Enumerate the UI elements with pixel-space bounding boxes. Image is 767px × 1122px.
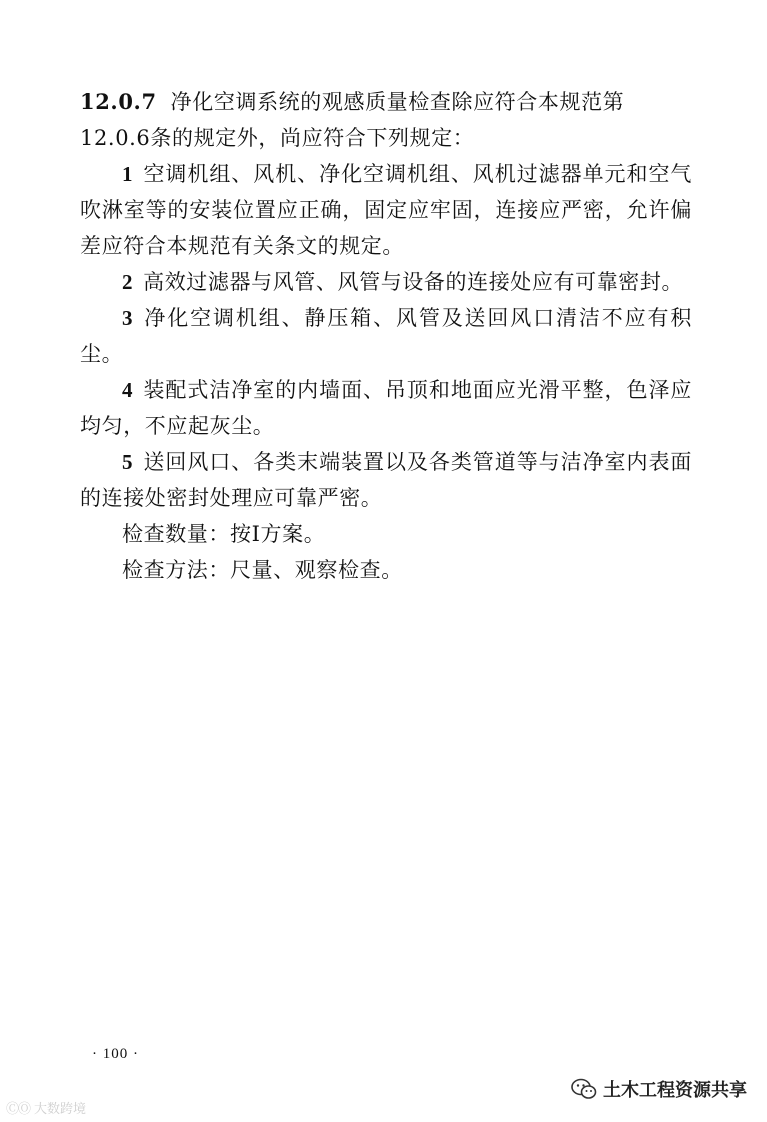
list-item [80,444,692,516]
clause-text-line2: 12.0.6条的规定外，尚应符合下列规定： [80,126,475,150]
clause-text-line1: 净化空调系统的观感质量检查除应符合本规范第 [170,90,625,114]
item-text: 空调机组、风机、净化空调机组、风机过滤器单元和空气吹淋室等的安装位置应正确，固定应牢固，连接应严密，允许偏差应符合本规范有关条文的规定。 [80,162,692,258]
watermark-text: 土木工程资源共享 [603,1080,747,1101]
list-item [80,372,692,444]
left-watermark [6,1098,86,1117]
left-watermark-text: 大数跨境 [34,1102,87,1117]
source-watermark [571,1076,747,1102]
wechat-icon [571,1078,597,1100]
list-item [80,264,692,300]
item-text: 高效过滤器与风管、风管与设备的连接处应有可靠密封。 [143,270,684,294]
item-text: 装配式洁净室的内墙面、吊顶和地面应光滑平整，色泽应均匀，不应起灰尘。 [80,378,692,438]
document-body [80,84,692,588]
inspection-method: 检查方法：尺量、观察检查。 [122,558,403,582]
page-number: · 100 · [92,1046,139,1062]
left-watermark-logo: ⒸⓄ [6,1102,31,1117]
clause-12-0-7 [80,84,692,156]
inspection-quantity: 检查数量：按Ⅰ方案。 [122,522,326,546]
list-item [80,156,692,264]
item-number: 5 [122,450,134,474]
item-number: 2 [122,270,134,294]
item-text: 净化空调机组、静压箱、风管及送回风口清洁不应有积尘。 [80,306,692,366]
clause-number: 12.0.7 [80,89,157,114]
item-number: 1 [122,162,134,186]
list-item [80,300,692,372]
item-number: 3 [122,306,134,330]
item-text: 送回风口、各类末端装置以及各类管道等与洁净室内表面的连接处密封处理应可靠严密。 [80,450,692,510]
item-number: 4 [122,378,134,402]
